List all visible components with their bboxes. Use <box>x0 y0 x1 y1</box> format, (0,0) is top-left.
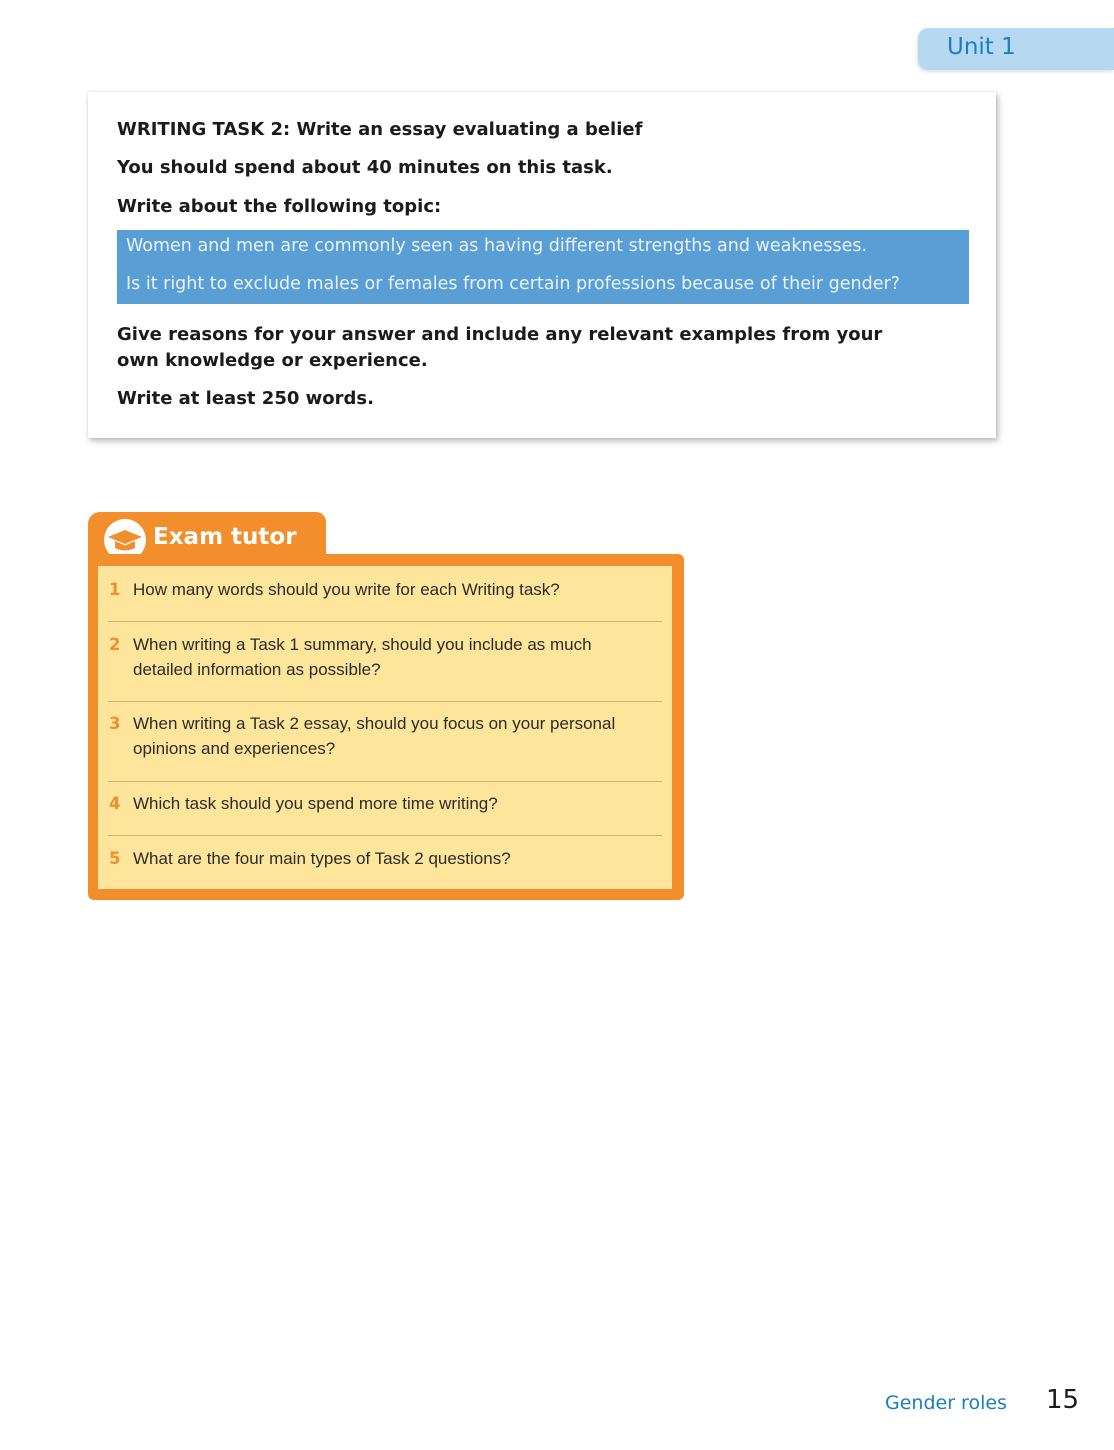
topic-statement: Women and men are commonly seen as having different strengths and weaknesses. <box>126 236 868 256</box>
question-number: 1 <box>109 580 121 599</box>
task-time-note: You should spend about 40 minutes on this task. <box>117 157 613 178</box>
question-text: Which task should you spend more time writing? <box>133 794 498 813</box>
question-number: 5 <box>109 849 121 868</box>
question-number: 3 <box>109 714 121 733</box>
exam-tutor-box <box>88 554 684 900</box>
topic-highlight <box>117 230 969 304</box>
task-title: WRITING TASK 2: Write an essay evaluating a belief <box>117 119 643 140</box>
exam-tutor-header <box>88 512 326 560</box>
exam-tutor-panel <box>98 566 672 889</box>
question-text: When writing a Task 2 essay, should you focus on your personal opinions and experiences? <box>133 714 616 758</box>
task-instructions: Give reasons for your answer and include any relevant examples from your own knowledge or experience. <box>117 324 883 371</box>
question-text: What are the four main types of Task 2 questions? <box>133 849 511 868</box>
unit-tab <box>918 28 1114 70</box>
question-number: 4 <box>109 794 121 813</box>
divider <box>108 621 662 622</box>
divider <box>108 781 662 782</box>
footer-section-title: Gender roles <box>885 1392 1007 1414</box>
topic-question: Is it right to exclude males or females from certain professions because of their gender? <box>126 274 900 294</box>
divider <box>108 835 662 836</box>
unit-label: Unit 1 <box>947 34 1016 60</box>
exam-tutor-title: Exam tutor <box>153 524 297 550</box>
task-word-count: Write at least 250 words. <box>117 388 374 409</box>
task-topic-intro: Write about the following topic: <box>117 196 442 217</box>
question-text: When writing a Task 1 summary, should you include as much detailed information as possible? <box>133 635 592 679</box>
writing-task-box <box>88 92 996 438</box>
question-text: How many words should you write for each Writing task? <box>133 580 560 599</box>
divider <box>108 701 662 702</box>
page-number: 15 <box>1046 1385 1080 1415</box>
question-number: 2 <box>109 635 121 654</box>
